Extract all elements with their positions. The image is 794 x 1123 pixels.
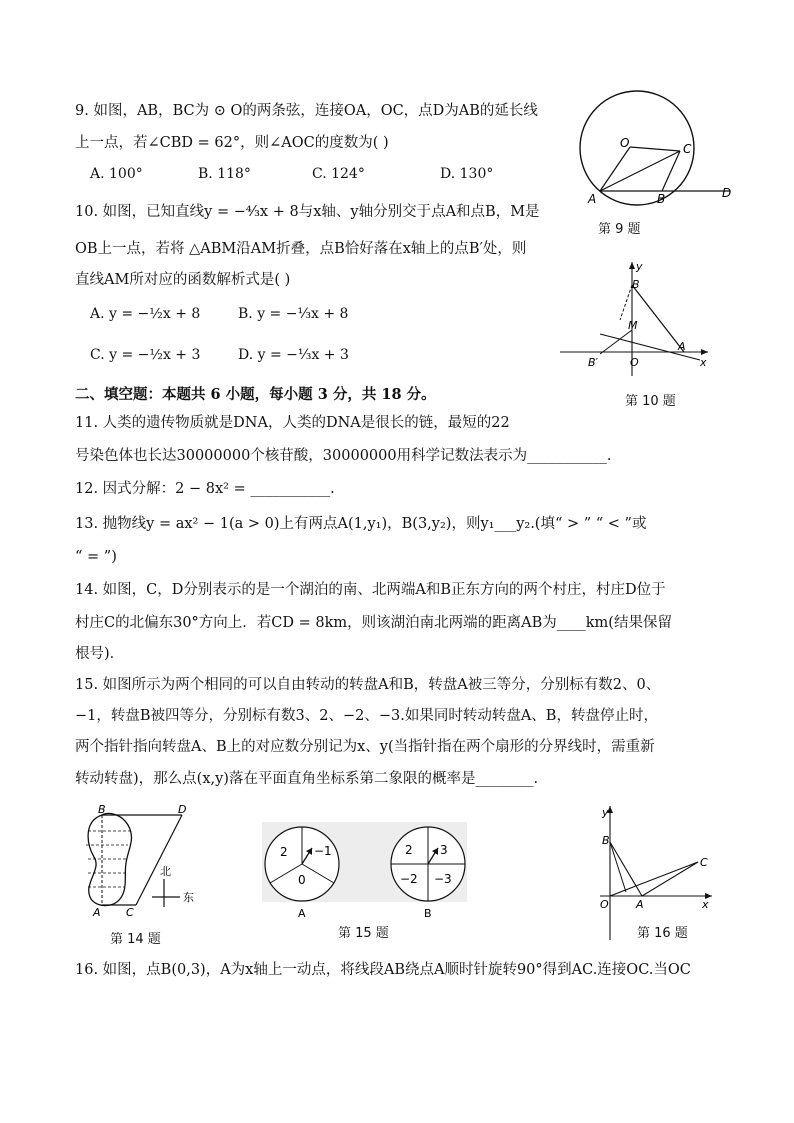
- q14-line-2: 村庄C的北偏东30°方向上．若CD = 8km，则该湖泊南北两端的距离AB为____km(结果保留: [75, 615, 672, 631]
- q10-option-b: B. y = −⅓x + 8: [238, 306, 349, 322]
- q16-line-1: 16. 如图，点B(0,3)，A为x轴上一动点，将线段AB绕点A顺时针旋转90°得到AC.连接OC.当OC: [75, 962, 691, 978]
- q15-line-2: −1，转盘B被四等分，分别标有数3、2、−2、−3.如果同时转动转盘A、B，转盘停止时，: [75, 708, 658, 724]
- q14-label-b: B: [98, 803, 106, 816]
- q15-disk-a-label: A: [298, 907, 306, 920]
- q14-caption: 第 14 题: [110, 932, 161, 947]
- q10-option-a: A. y = −½x + 8: [90, 306, 201, 322]
- q15-disk-b-label: B: [424, 907, 432, 920]
- q10-option-d: D. y = −⅓x + 3: [238, 347, 349, 363]
- q14-figure-lake: [80, 805, 210, 920]
- q9-label-a: A: [588, 192, 597, 206]
- q13-line-2: “ = ”): [75, 549, 117, 565]
- section-2-title: 二、填空题：本题共 6 小题，每小题 3 分，共 18 分。: [75, 386, 436, 403]
- q9-label-b: B: [657, 192, 666, 206]
- q14-label-east: 东: [183, 891, 194, 904]
- q15-disk-a-number-1: 2: [280, 845, 288, 859]
- q9-label-o: O: [620, 136, 630, 150]
- q12-line-1: 12. 因式分解：2 − 8x² = ___________.: [75, 481, 335, 497]
- q10-label-a: A: [678, 340, 686, 353]
- q9-caption: 第 9 题: [598, 222, 641, 237]
- q10-label-b-prime: B′: [588, 356, 599, 369]
- q15-line-4: 转动转盘)，那么点(x,y)落在平面直角坐标系第二象限的概率是________.: [75, 771, 539, 787]
- q9-option-c: C. 124°: [312, 166, 365, 182]
- q9-option-d: D. 130°: [440, 166, 494, 182]
- q15-disk-a-number-3: 0: [298, 873, 306, 887]
- q10-caption: 第 10 题: [625, 394, 676, 409]
- q10-line-2: OB上一点，若将 △ABM沿AM折叠，点B恰好落在x轴上的点B′处，则: [75, 241, 527, 257]
- q15-disk-b-number-1: 2: [405, 843, 413, 857]
- q11-line-1: 11. 人类的遗传物质就是DNA，人类的DNA是很长的链，最短的22: [75, 415, 510, 431]
- q15-figure-disks: [262, 820, 472, 920]
- q14-label-a: A: [93, 906, 101, 919]
- q10-label-o: O: [630, 356, 639, 369]
- q10-line-3: 直线AM所对应的函数解析式是( ): [75, 272, 291, 288]
- q15-disk-b: [391, 827, 465, 901]
- q14-line-3: 根号)．: [75, 646, 125, 662]
- q11-line-2: 号染色体也长达30000000个核苷酸，30000000用科学记数法表示为___________.: [75, 448, 612, 464]
- q13-line-1: 13. 抛物线y = ax² − 1(a > 0)上有两点A(1,y₁)，B(3,y₂)，则y₁___y₂.(填“ > ” “ < ”或: [75, 516, 647, 532]
- q10-label-b: B: [632, 278, 640, 291]
- q14-line-1: 14. 如图，C，D分别表示的是一个湖泊的南、北两端A和B正东方向的两个村庄，村庄D位于: [75, 582, 666, 598]
- q15-disk-b-number-4: −3: [434, 872, 452, 886]
- q9-line-1: 9. 如图，AB，BC为 ⊙ O的两条弦，连接OA，OC，点D为AB的延长线: [75, 103, 538, 119]
- q16-label-b: B: [602, 834, 610, 847]
- q9-option-b: B. 118°: [198, 166, 251, 182]
- q10-figure-graph: [560, 258, 720, 383]
- q15-disk-b-number-2: 3: [440, 843, 448, 857]
- q15-line-3: 两个指针指向转盘A、B上的对应数分别记为x、y(当指针指在两个扇形的分界线时，需重新: [75, 739, 655, 755]
- q14-label-c: C: [126, 906, 134, 919]
- q10-label-x: x: [700, 356, 707, 369]
- q14-label-d: D: [178, 803, 187, 816]
- q9-label-c: C: [683, 142, 692, 156]
- q10-option-c: C. y = −½x + 3: [90, 347, 201, 363]
- q10-line-1: 10. 如图，已知直线y = −⁴⁄₃x + 8与x轴、y轴分别交于点A和点B，M是: [75, 204, 540, 220]
- q9-label-d: D: [722, 186, 732, 200]
- q15-line-1: 15. 如图所示为两个相同的可以自由转动的转盘A和B，转盘A被三等分，分别标有数2、0、: [75, 677, 661, 693]
- q9-line-2: 上一点，若∠CBD = 62°，则∠AOC的度数为( ): [75, 135, 389, 151]
- q15-disk-a-number-2: −1: [314, 844, 332, 858]
- q16-caption: 第 16 题: [637, 926, 688, 941]
- q9-option-a: A. 100°: [90, 166, 143, 182]
- q16-label-a: A: [636, 898, 644, 911]
- q15-disk-b-number-3: −2: [400, 872, 418, 886]
- q10-label-y: y: [636, 260, 643, 273]
- q16-label-y: y: [602, 806, 609, 819]
- q10-label-m: M: [628, 319, 638, 332]
- q15-disk-a: [265, 827, 339, 901]
- q16-label-o: O: [600, 898, 609, 911]
- q15-caption: 第 15 题: [338, 926, 389, 941]
- q9-figure-circle: [560, 95, 760, 220]
- q16-label-x: x: [702, 898, 709, 911]
- q16-label-c: C: [700, 856, 708, 869]
- q14-label-north: 北: [160, 865, 171, 878]
